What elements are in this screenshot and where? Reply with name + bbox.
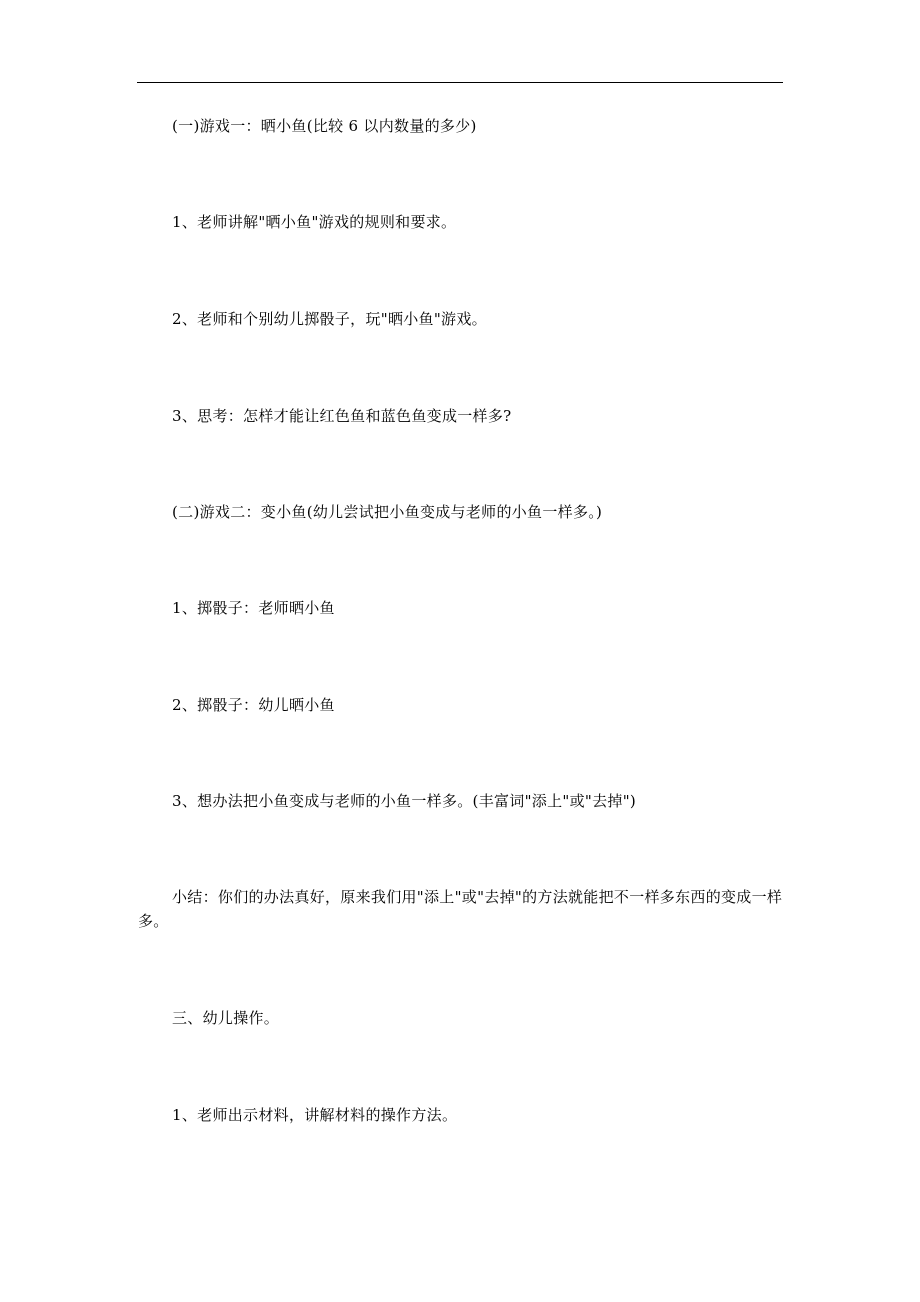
- game-one-step-3: 3、思考：怎样才能让红色鱼和蓝色鱼变成一样多?: [172, 407, 512, 425]
- game-one-heading: (一)游戏一：晒小鱼(比较 6 以内数量的多少): [172, 117, 477, 135]
- section-three-heading: 三、幼儿操作。: [172, 1009, 280, 1027]
- game-two-step-1: 1、掷骰子：老师晒小鱼: [172, 599, 335, 617]
- game-one-step-1: 1、老师讲解"晒小鱼"游戏的规则和要求。: [172, 213, 457, 231]
- header-rule: [137, 82, 783, 83]
- game-two-step-2: 2、掷骰子：幼儿晒小鱼: [172, 696, 335, 714]
- section-three-step-1: 1、老师出示材料，讲解材料的操作方法。: [172, 1106, 458, 1124]
- game-two-heading: (二)游戏二：变小鱼(幼儿尝试把小鱼变成与老师的小鱼一样多。): [172, 503, 603, 521]
- game-two-step-3: 3、想办法把小鱼变成与老师的小鱼一样多。(丰富词"添上"或"去掉"): [172, 792, 637, 810]
- game-one-step-2: 2、老师和个别幼儿掷骰子，玩"晒小鱼"游戏。: [172, 310, 487, 328]
- summary-paragraph: 小结：你们的办法真好，原来我们用"添上"或"去掉"的方法就能把不一样多东西的变成一样多。: [138, 888, 783, 930]
